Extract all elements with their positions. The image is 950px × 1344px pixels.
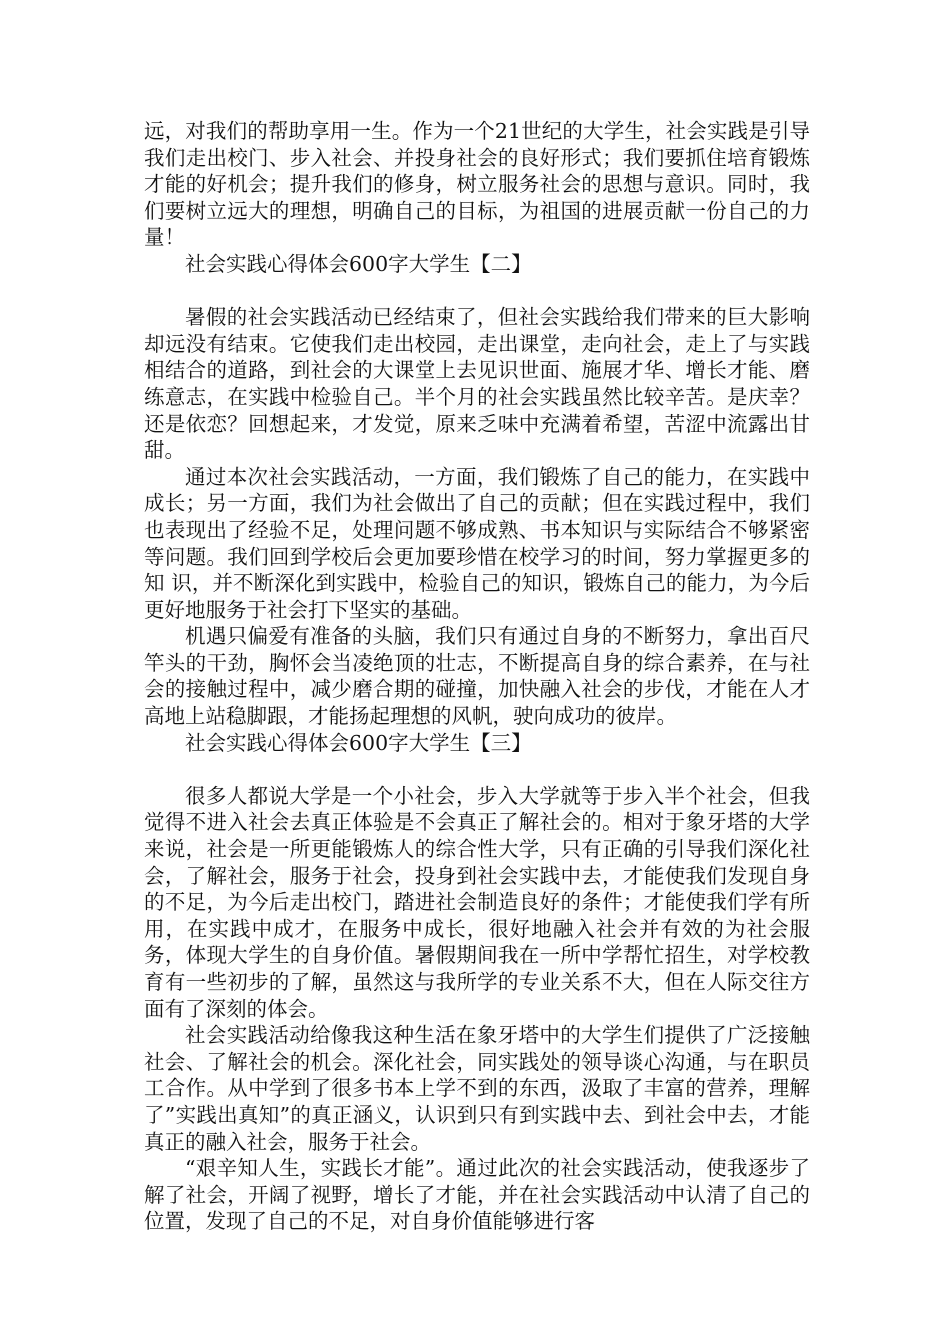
paragraph: 通过本次社会实践活动，一方面，我们锻炼了自己的能力，在实践中成长；另一方面，我们为社会做出了自己的贡献；但在实践过程中，我们也表现出了经验不足，处理问题不够成熟、书本知识与实际结合不够紧密等问题。我们回到学校后会更加要珍惜在校学习的时间，努力掌握更多的知 识，并不断深化到实践中，检验自己的知识，锻炼自己的能力，为今后更好地服务于社会打下坚实的基础。: [144, 464, 810, 622]
document-page: [144, 118, 810, 1235]
paragraph: 社会实践活动给像我这种生活在象牙塔中的大学生们提供了广泛接触社会、了解社会的机会。深化社会，同实践处的领导谈心沟通，与在职员工合作。从中学到了很多书本上学不到的东西，汲取了丰富的营养，理解了”实践出真知”的真正涵义，认识到只有到实践中去、到社会中去，才能真正的融入社会，服务于社会。: [144, 1023, 810, 1154]
paragraph: 很多人都说大学是一个小社会，步入大学就等于步入半个社会，但我觉得不进入社会去真正体验是不会真正了解社会的。相对于象牙塔的大学来说，社会是一所更能锻炼人的综合性大学，只有正确的引导我们深化社会，了解社会，服务于社会，投身到社会实践中去，才能使我们发现自身的不足，为今后走出校门，踏进社会制造良好的条件；才能使我们学有所用，在实践中成才，在服务中成长，很好地融入社会并有效的为社会服务，体现大学生的自身价值。暑假期间我在一所中学帮忙招生，对学校教育有一些初步的了解，虽然这与我所学的专业关系不大，但在人际交往方面有了深刻的体会。: [144, 783, 810, 1021]
blank-line: [144, 278, 810, 305]
blank-line: [144, 756, 810, 783]
paragraph-continued: 远，对我们的帮助享用一生。作为一个21世纪的大学生，社会实践是引导我们走出校门、步入社会、并投身社会的良好形式；我们要抓住培育锻炼才能的好机会；提升我们的修身，树立服务社会的思想与意识。同时，我们要树立远大的理想，明确自己的目标，为祖国的进展贡献一份自己的力量！: [144, 119, 810, 250]
paragraph: 机遇只偏爱有准备的头脑，我们只有通过自身的不断努力，拿出百尺竿头的干劲，胸怀会当凌绝顶的壮志，不断提高自身的综合素养，在与社会的接触过程中，减少磨合期的碰撞，加快融入社会的步伐，才能在人才高地上站稳脚跟，才能扬起理想的风帆，驶向成功的彼岸。: [144, 624, 810, 729]
paragraph: 暑假的社会实践活动已经结束了，但社会实践给我们带来的巨大影响却远没有结束。它使我们走出校园，走出课堂，走向社会，走上了与实践相结合的道路，到社会的大课堂上去见识世面、施展才华、增长才能、磨练意志，在实践中检验自己。半个月的社会实践虽然比较辛苦。是庆幸？还是依恋？回想起来，才发觉，原来乏味中充满着希望，苦涩中流露出甘甜。: [144, 305, 810, 463]
paragraph: “艰辛知人生，实践长才能”。通过此次的社会实践活动，使我逐步了解了社会，开阔了视野，增长了才能，并在社会实践活动中认清了自己的位置，发现了自己的不足，对自身价值能够进行客: [144, 1156, 810, 1234]
section-heading-2: 社会实践心得体会600字大学生【二】: [185, 251, 532, 276]
section-heading-3: 社会实践心得体会600字大学生【三】: [185, 730, 532, 755]
